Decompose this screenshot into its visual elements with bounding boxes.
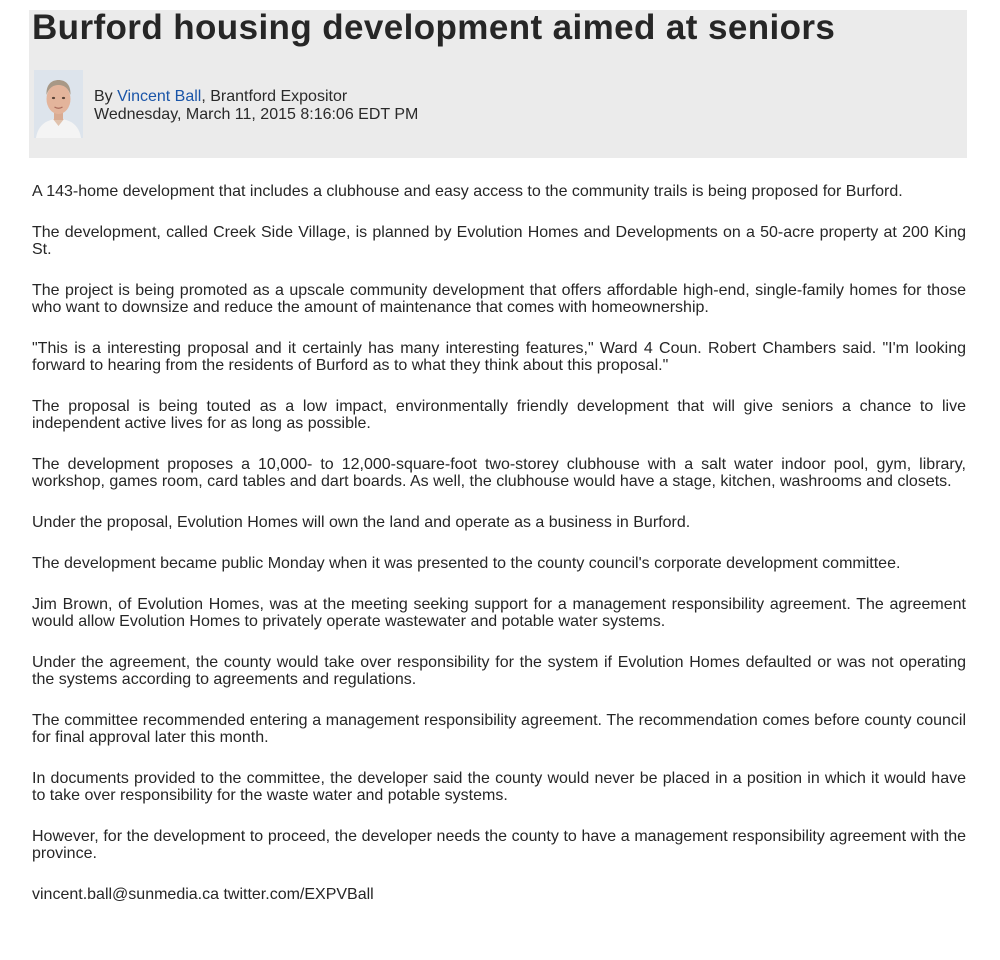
article-paragraph: In documents provided to the committee, the developer said the county would never be placed in a position in which it would have to take over responsibility for the waste water and potable systems. <box>32 770 966 804</box>
article-body <box>32 183 966 903</box>
byline-by-label: By <box>94 88 113 105</box>
byline <box>94 88 418 124</box>
article-paragraph: The development proposes a 10,000- to 12,000-square-foot two-storey clubhouse with a salt water indoor pool, gym, library, workshop, games room, card tables and dart boards. As well, the clubhouse would have a stage, kitchen, washrooms and closets. <box>32 456 966 490</box>
article-paragraph: The project is being promoted as a upscale community development that offers affordable high-end, single-family homes for those who want to downsize and reduce the amount of maintenance that comes with homeownership. <box>32 282 966 316</box>
article-paragraph: "This is a interesting proposal and it certainly has many interesting features," Ward 4 Coun. Robert Chambers said. "I'm looking forward to hearing from the residents of Burford as to what they think about this proposal." <box>32 340 966 374</box>
dateline: Wednesday, March 11, 2015 8:16:06 EDT PM <box>94 106 419 123</box>
article-header <box>29 10 967 158</box>
author-photo <box>34 70 83 138</box>
article-paragraph: Under the agreement, the county would take over responsibility for the system if Evolution Homes defaulted or was not operating the systems according to agreements and regulations. <box>32 654 966 688</box>
article-paragraph: The committee recommended entering a management responsibility agreement. The recommendation comes before county council for final approval later this month. <box>32 712 966 746</box>
article-paragraph: The proposal is being touted as a low impact, environmentally friendly development that will give seniors a chance to live independent active lives for as long as possible. <box>32 398 966 432</box>
article-paragraph: Under the proposal, Evolution Homes will own the land and operate as a business in Burford. <box>32 514 691 531</box>
author-contact: vincent.ball@sunmedia.ca twitter.com/EXPVBall <box>32 886 374 903</box>
article-paragraph: The development, called Creek Side Village, is planned by Evolution Homes and Developments on a 50-acre property at 200 King St. <box>32 224 966 258</box>
article-paragraph: Jim Brown, of Evolution Homes, was at the meeting seeking support for a management responsibility agreement. The agreement would allow Evolution Homes to privately operate wastewater and potable water systems. <box>32 596 966 630</box>
author-link[interactable]: Vincent Ball <box>117 88 202 105</box>
byline-author-line <box>94 88 418 106</box>
article-paragraph: A 143-home development that includes a clubhouse and easy access to the community trails is being proposed for Burford. <box>32 183 903 200</box>
author-portrait-image <box>34 70 83 138</box>
headline: Burford housing development aimed at seniors <box>32 8 836 47</box>
article-paragraph: The development became public Monday when it was presented to the county council's corporate development committee. <box>32 555 901 572</box>
publication-name: , Brantford Expositor <box>201 88 348 105</box>
article-paragraph: However, for the development to proceed, the developer needs the county to have a management responsibility agreement with the province. <box>32 828 966 862</box>
